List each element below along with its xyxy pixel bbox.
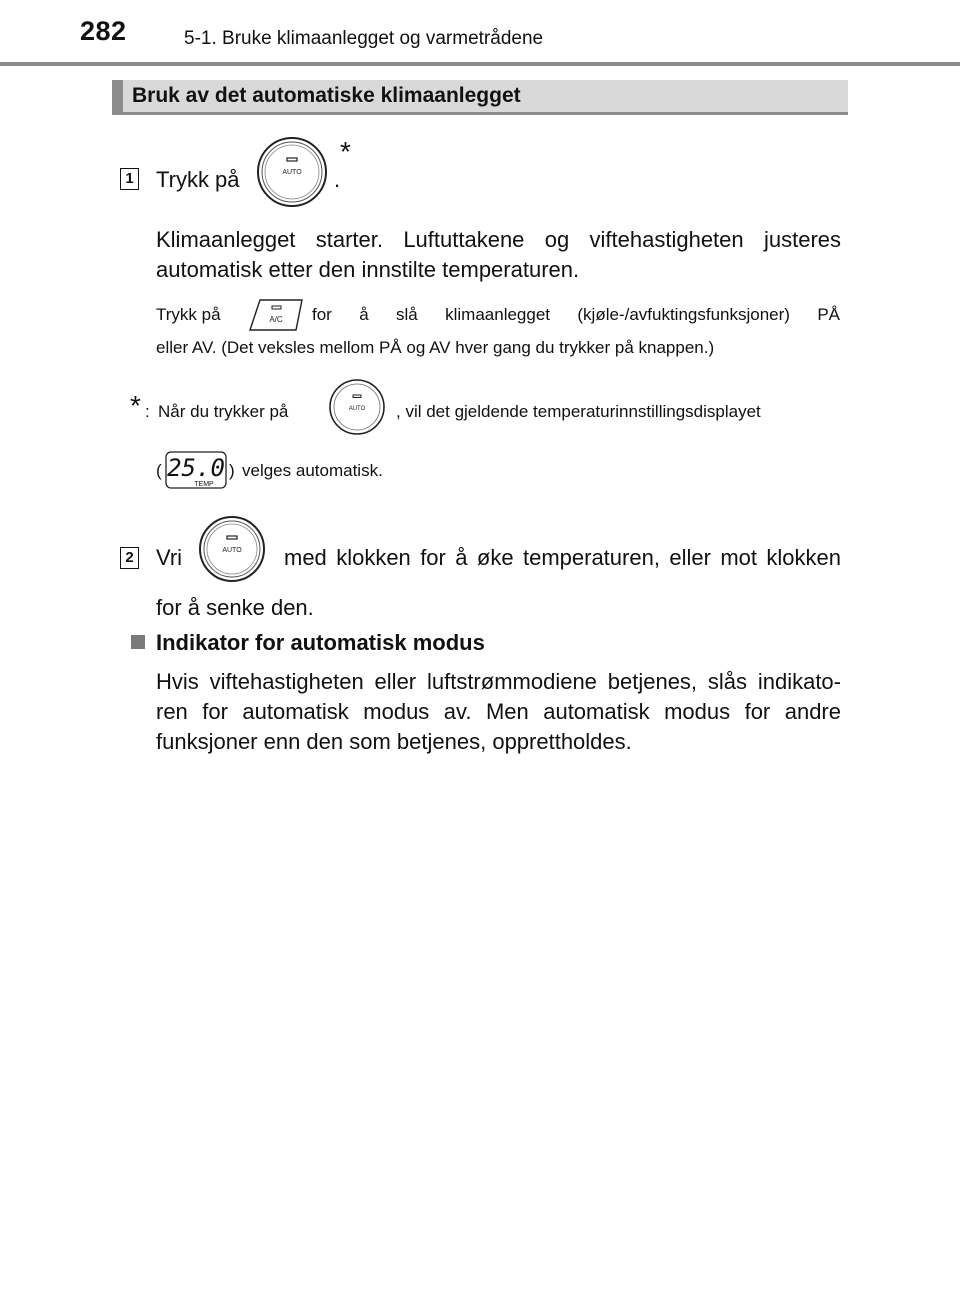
auto-dial-icon <box>256 136 328 208</box>
step-1-text: Trykk på <box>156 167 240 192</box>
auto-dial-label: AUTO <box>282 169 302 176</box>
temp-display-value: 25.0 <box>167 454 225 482</box>
auto-button-icon <box>328 378 386 436</box>
step-1-period: . <box>334 167 341 192</box>
ac-note-before: Trykk på <box>156 305 221 324</box>
temp-display-label: TEMP <box>194 481 214 488</box>
step-1-asterisk: * <box>340 136 351 167</box>
section-banner <box>112 80 848 115</box>
chapter-title: 5-1. Bruke klimaanlegget og varmetrådene <box>184 28 544 49</box>
step-1-number: 1 <box>120 168 139 190</box>
auto-mode-heading: Indikator for automatisk modus <box>156 630 485 655</box>
step-2-text-after: med klokken for å øke temperaturen, eller mot klokken <box>284 545 841 570</box>
footnote-colon: : <box>145 402 150 421</box>
header-rule <box>0 62 960 66</box>
footnote-before: Når du trykker på <box>158 402 289 421</box>
step-1-description: Klimaanlegget starter. Luftuttakene og viftehastigheten justeres automatisk etter den innstilte temperaturen. <box>156 227 841 282</box>
footnote-paren-close: ) <box>229 461 235 480</box>
temp-display-icon <box>164 450 228 490</box>
auto-dial-rotate-icon <box>198 515 266 583</box>
footnote-after-2: velges automatisk. <box>242 461 383 480</box>
page-number: 282 <box>80 16 127 46</box>
footnote-asterisk: * <box>130 390 141 421</box>
auto-dial-rotate-label: AUTO <box>222 547 242 554</box>
footnote-after: , vil det gjeldende temperaturinnstillingsdisplayet <box>396 402 761 421</box>
section-title: Bruk av det automatiske klimaanlegget <box>132 84 521 107</box>
ac-note-after: for å slå klimaanlegget (kjøle-/avfuktingsfunksjoner) PÅ <box>312 305 840 324</box>
step-2-text-before: Vri <box>156 545 183 570</box>
auto-mode-body: Hvis viftehastigheten eller luftstrømmodiene betjenes, slås indikato-ren for automatisk modus av. Men automatisk modus for andre funksjoner enn den som betjenes, opprettholdes. <box>156 669 841 754</box>
step-2-line-2: for å senke den. <box>156 595 314 620</box>
auto-button-label: AUTO <box>348 406 366 412</box>
ac-note-line2: eller AV. (Det veksles mellom PÅ og AV hver gang du trykker på knappen.) <box>156 338 715 357</box>
ac-button-label: A/C <box>269 315 283 324</box>
ac-button-icon <box>248 298 304 332</box>
section-banner-bar <box>112 80 123 115</box>
footnote-paren-open: ( <box>156 461 162 480</box>
bullet-square-icon <box>131 635 145 649</box>
step-2-number: 2 <box>120 547 139 569</box>
